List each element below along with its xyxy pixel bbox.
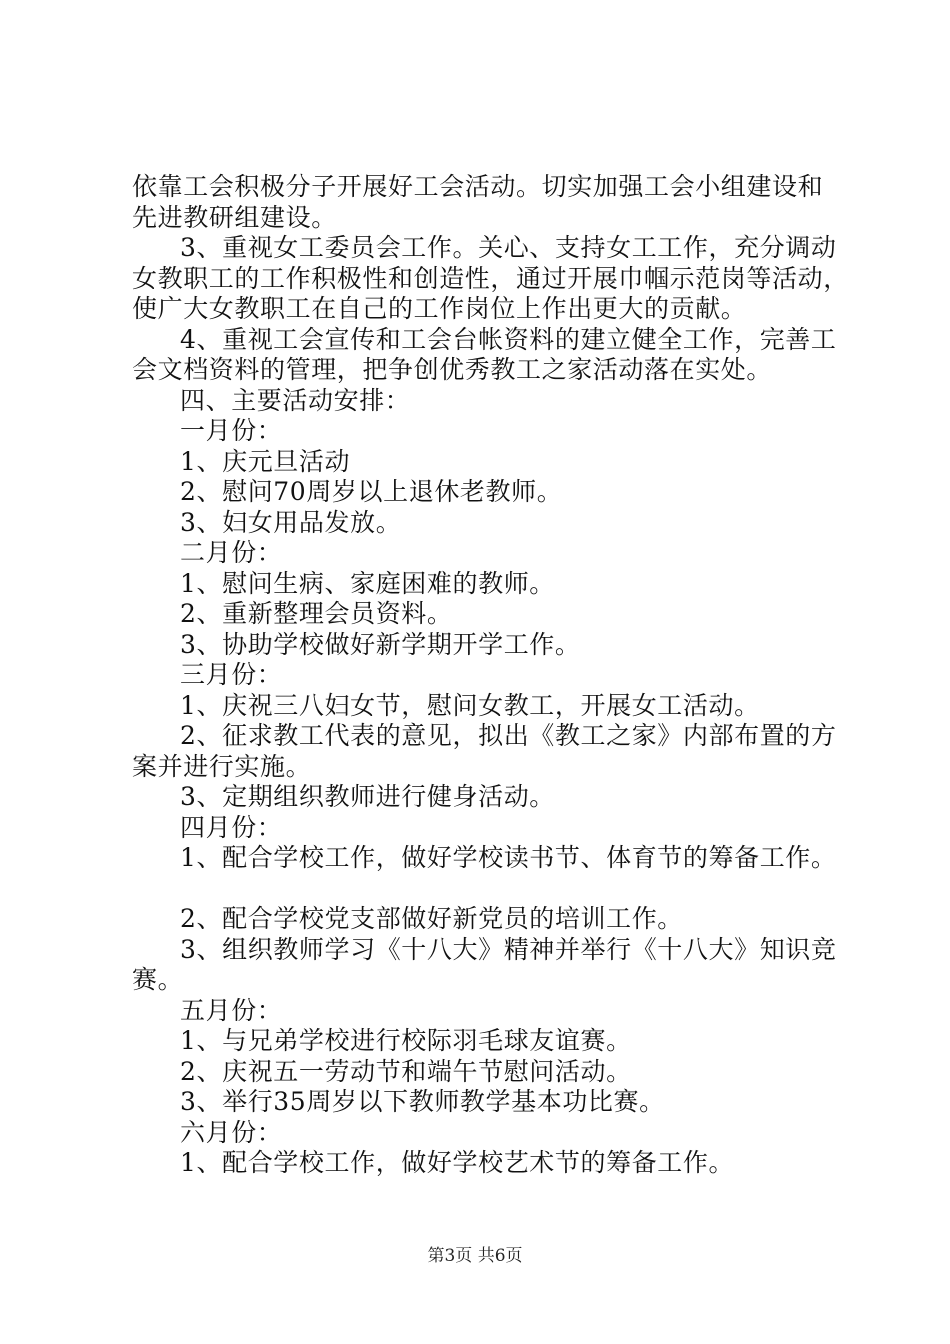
- list-item: 1、配合学校工作，做好学校艺术节的筹备工作。: [180, 1148, 735, 1177]
- text-line: 4、重视工会宣传和工会台帐资料的建立健全工作，完善工: [180, 324, 837, 354]
- text-line: 使广大女教职工在自己的工作岗位上作出更大的贡献。: [132, 294, 747, 323]
- list-item: 1、庆祝三八妇女节，慰问女教工，开展女工活动。: [180, 690, 760, 720]
- month-heading: 六月份：: [180, 1117, 283, 1147]
- list-item: 1、慰问生病、家庭困难的教师。: [180, 568, 555, 598]
- month-heading: 二月份：: [180, 538, 283, 567]
- list-item: 3、组织教师学习《十八大》精神并举行《十八大》知识竞: [180, 934, 837, 964]
- list-item: 3、协助学校做好新学期开学工作。: [180, 629, 581, 659]
- page-number-label: 第3页 共6页: [427, 1246, 523, 1266]
- blank-line: [132, 874, 832, 905]
- month-heading: 一月份：: [180, 416, 283, 445]
- month-heading: 五月份：: [180, 995, 283, 1025]
- list-item: 2、庆祝五一劳动节和端午节慰问活动。: [180, 1056, 632, 1086]
- text-line: 赛。: [132, 965, 184, 994]
- month-heading: 四月份：: [180, 812, 283, 842]
- month-heading: 三月份：: [180, 660, 283, 689]
- list-item: 3、妇女用品发放。: [180, 507, 402, 537]
- text-line: 会文档资料的管理，把争创优秀教工之家活动落在实处。: [132, 355, 773, 384]
- list-item: 1、配合学校工作，做好学校读书节、体育节的筹备工作。: [180, 843, 837, 872]
- text-line: 案并进行实施。: [132, 751, 312, 781]
- document-body: [132, 172, 849, 1179]
- list-item: 1、与兄弟学校进行校际羽毛球友谊赛。: [180, 1026, 632, 1055]
- list-item: 1、庆元旦活动: [180, 446, 351, 476]
- page-footer: [0, 1241, 950, 1266]
- section-heading: 四、主要活动安排：: [180, 385, 411, 415]
- list-item: 2、慰问70周岁以上退休老教师。: [180, 477, 563, 506]
- list-item: 3、定期组织教师进行健身活动。: [180, 782, 555, 811]
- text-line: 依靠工会积极分子开展好工会活动。切实加强工会小组建设和: [132, 172, 824, 201]
- list-item: 2、征求教工代表的意见，拟出《教工之家》内部布置的方: [180, 721, 837, 750]
- text-line: 女教职工的工作积极性和创造性，通过开展巾帼示范岗等活动，: [132, 263, 849, 293]
- list-item: 2、重新整理会员资料。: [180, 599, 453, 628]
- text-line: 先进教研组建设。: [132, 202, 337, 232]
- text-line: 3、重视女工委员会工作。关心、支持女工工作，充分调动: [180, 233, 837, 262]
- list-item: 2、配合学校党支部做好新党员的培训工作。: [180, 904, 683, 933]
- list-item: 3、举行35周岁以下教师教学基本功比赛。: [180, 1087, 665, 1116]
